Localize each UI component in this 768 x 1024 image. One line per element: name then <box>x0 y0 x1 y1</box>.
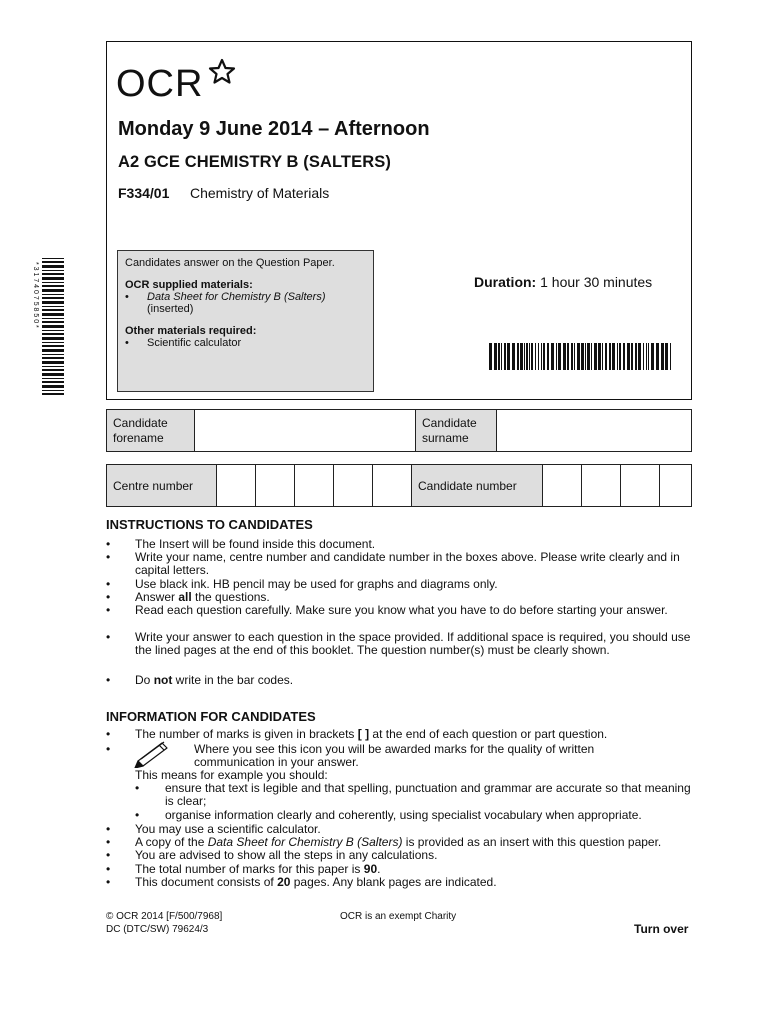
barcode-bar <box>42 301 64 304</box>
candidate-number-digit[interactable] <box>621 465 660 507</box>
barcode-bar <box>661 343 664 370</box>
duration-label: Duration: <box>474 274 537 290</box>
barcode-bar <box>529 343 530 370</box>
pencil-icon <box>132 740 172 768</box>
barcode-bar <box>42 313 64 316</box>
candidate-number-digit[interactable] <box>660 465 692 507</box>
centre-number-digit[interactable] <box>334 465 373 507</box>
info-text: You are advised to show all the steps in any calculations. <box>135 848 438 862</box>
barcode-bar <box>42 297 64 299</box>
barcode-bar <box>577 343 580 370</box>
barcode-bar <box>531 343 533 370</box>
info-subtext: organise information clearly and coherently, using specialist vocabulary when appropriate. <box>165 808 642 822</box>
footer-code: DC (DTC/SW) 79624/3 <box>106 923 209 935</box>
instruction-text: Read each question carefully. Make sure you know what you have to do before starting your answer. <box>135 603 668 617</box>
info-text: You may use a scientific calculator. <box>135 822 321 836</box>
exam-date: Monday 9 June 2014 – Afternoon <box>118 118 430 140</box>
barcode-bar <box>42 342 64 343</box>
candidate-number-digit[interactable] <box>543 465 582 507</box>
barcode-bar <box>42 321 64 323</box>
barcode-vertical-digits: * 3 1 7 4 0 7 5 8 5 0 * <box>32 262 39 328</box>
materials-box: Candidates answer on the Question Paper. OCR supplied materials: • Data Sheet for Chemistry B (Salters) (inserted) Other materials required: • Scientific calculator <box>117 250 374 392</box>
supplied-heading: OCR supplied materials: <box>125 279 253 291</box>
barcode-bar <box>591 343 592 370</box>
barcode-bar <box>581 343 584 370</box>
barcode-bar <box>42 318 64 319</box>
barcode-bar <box>631 343 633 370</box>
centre-number-digit[interactable] <box>256 465 295 507</box>
surname-label-2: surname <box>422 430 469 445</box>
barcode-bar <box>42 309 64 311</box>
barcode-bar <box>42 349 64 352</box>
barcode-bar <box>638 343 641 370</box>
barcode-bar <box>42 337 64 340</box>
barcode-bar <box>42 258 64 259</box>
barcode-bar <box>535 343 536 370</box>
candidate-number-label-cell <box>412 465 543 507</box>
supplied-item-label: Data Sheet for Chemistry B (Salters) <box>147 291 326 303</box>
barcode-bar <box>558 343 561 370</box>
instruction-text: Write your name, centre number and candidate number in the boxes above. Please write clearly and in capital letters. <box>135 550 680 578</box>
barcode-horizontal <box>489 343 671 374</box>
barcode-bar <box>646 343 647 370</box>
barcode-bar <box>563 343 566 370</box>
paper-code: F334/01 <box>118 185 170 201</box>
info-text: The total number of marks for this paper is 90. <box>135 862 381 876</box>
barcode-bar <box>42 265 64 268</box>
candidate-name-table <box>106 409 692 452</box>
barcode-bar <box>504 343 506 370</box>
barcode-bar <box>42 366 64 367</box>
centre-number-digit[interactable] <box>295 465 334 507</box>
barcode-bar <box>42 285 64 287</box>
barcode-bar <box>541 343 542 370</box>
barcode-bar <box>587 343 590 370</box>
centre-number-label: Centre number <box>113 478 194 493</box>
surname-field[interactable] <box>497 410 692 452</box>
barcode-bar <box>42 354 64 355</box>
barcode-bar <box>574 343 575 370</box>
candidate-number-label: Candidate number <box>418 478 517 493</box>
footer-copyright: © OCR 2014 [F/500/7968] <box>106 911 223 922</box>
barcode-bar <box>42 378 64 379</box>
barcode-bar <box>547 343 549 370</box>
barcode-bar <box>42 273 64 275</box>
info-text: The number of marks is given in brackets [ ] at the end of each question or part question. <box>135 727 608 741</box>
barcode-bar <box>42 277 64 280</box>
info-text: Where you see this icon you will be awarded marks for the quality of written communication in your answer. <box>194 742 595 770</box>
barcode-bar <box>42 357 64 359</box>
surname-label-1: Candidate <box>422 415 477 430</box>
barcode-bar <box>538 343 539 370</box>
instruction-text: The Insert will be found inside this document. <box>135 537 376 551</box>
barcode-bar <box>617 343 618 370</box>
forename-label-2: forename <box>113 430 164 445</box>
barcode-bar <box>627 343 630 370</box>
barcode-bar <box>42 385 64 388</box>
duration-value: 1 hour 30 minutes <box>536 274 653 290</box>
barcode-bar <box>670 343 671 370</box>
barcode-bar <box>619 343 621 370</box>
barcode-bar <box>556 343 557 370</box>
barcode-vertical <box>30 258 64 395</box>
duration <box>474 274 652 290</box>
barcode-bar <box>42 381 64 383</box>
exam-title: A2 GCE CHEMISTRY B (SALTERS) <box>118 153 391 171</box>
other-heading: Other materials required: <box>125 325 257 337</box>
barcode-bar <box>42 261 64 263</box>
barcode-bar <box>594 343 597 370</box>
barcode-bar <box>517 343 519 370</box>
barcode-bar <box>609 343 611 370</box>
barcode-bar <box>42 270 64 271</box>
candidate-number-table <box>106 464 692 507</box>
barcode-bar <box>494 343 497 370</box>
barcode-bar <box>526 343 528 370</box>
barcode-bar <box>651 343 654 370</box>
instruction-text: Use black ink. HB pencil may be used for graphs and diagrams only. <box>135 577 498 591</box>
centre-number-digit[interactable] <box>373 465 412 507</box>
info-text: A copy of the Data Sheet for Chemistry B (Salters) is provided as an insert with this question paper. <box>135 835 662 849</box>
barcode-bar <box>42 325 64 328</box>
barcode-bar <box>524 343 525 370</box>
barcode-bar <box>42 333 64 335</box>
barcode-bar <box>598 343 601 370</box>
barcode-bar <box>551 343 554 370</box>
forename-label-1: Candidate <box>113 415 168 430</box>
barcode-bar <box>498 343 500 370</box>
candidate-number-digit[interactable] <box>582 465 621 507</box>
barcode-bar <box>635 343 637 370</box>
barcode-bar <box>42 345 64 347</box>
logo-text: OCR <box>116 63 204 100</box>
forename-field[interactable] <box>195 410 416 452</box>
centre-number-label-cell <box>107 465 217 507</box>
turn-over: Turn over <box>634 922 689 936</box>
barcode-bar <box>612 343 615 370</box>
instruction-text: Do not write in the bar codes. <box>135 673 294 687</box>
answer-note: Candidates answer on the Question Paper. <box>125 257 335 269</box>
supplied-item-note: (inserted) <box>147 303 194 315</box>
barcode-bar <box>501 343 502 370</box>
barcode-bar <box>42 373 64 376</box>
barcode-bar <box>571 343 573 370</box>
barcode-bar <box>567 343 569 370</box>
barcode-bar <box>605 343 607 370</box>
information-heading: INFORMATION FOR CANDIDATES <box>106 709 316 724</box>
footer-left <box>106 911 222 936</box>
barcode-bar <box>489 343 492 370</box>
barcode-bar <box>42 289 64 292</box>
barcode-bar <box>656 343 659 370</box>
barcode-bar <box>42 369 64 371</box>
barcode-bar <box>543 343 545 370</box>
barcode-bar <box>42 306 64 307</box>
barcode-bar <box>42 393 64 395</box>
barcode-bar <box>665 343 668 370</box>
paper-name: Chemistry of Materials <box>190 185 330 201</box>
barcode-bar <box>585 343 586 370</box>
instruction-text: Write your answer to each question in the space provided. If additional space is required, you should use the lined pages at the end of this booklet. The question number(s) must be clearly shown. <box>135 630 691 658</box>
other-item-label: Scientific calculator <box>147 337 242 349</box>
info-text: This document consists of 20 pages. Any blank pages are indicated. <box>135 875 497 889</box>
info-subtext: ensure that text is legible and that spelling, punctuation and grammar are accurate so that meaning is clear; <box>165 781 691 809</box>
barcode-bar <box>520 343 523 370</box>
centre-number-digit[interactable] <box>217 465 256 507</box>
barcode-bar <box>42 282 64 283</box>
ocr-logo <box>116 56 246 100</box>
surname-label-cell <box>416 410 497 452</box>
info-text: This means for example you should: <box>135 768 328 782</box>
instructions-heading: INSTRUCTIONS TO CANDIDATES <box>106 517 313 532</box>
barcode-bar <box>602 343 603 370</box>
barcode-bar <box>643 343 644 370</box>
barcode-bar <box>512 343 515 370</box>
footer-charity: OCR is an exempt Charity <box>340 911 457 922</box>
forename-label-cell <box>107 410 195 452</box>
barcode-bar <box>623 343 625 370</box>
instruction-text: Answer all the questions. <box>135 590 270 604</box>
barcode-bar <box>507 343 510 370</box>
barcode-bar <box>648 343 649 370</box>
barcode-bar <box>42 330 64 331</box>
barcode-bar <box>42 294 64 295</box>
barcode-bar <box>42 390 64 391</box>
barcode-bar <box>42 361 64 364</box>
